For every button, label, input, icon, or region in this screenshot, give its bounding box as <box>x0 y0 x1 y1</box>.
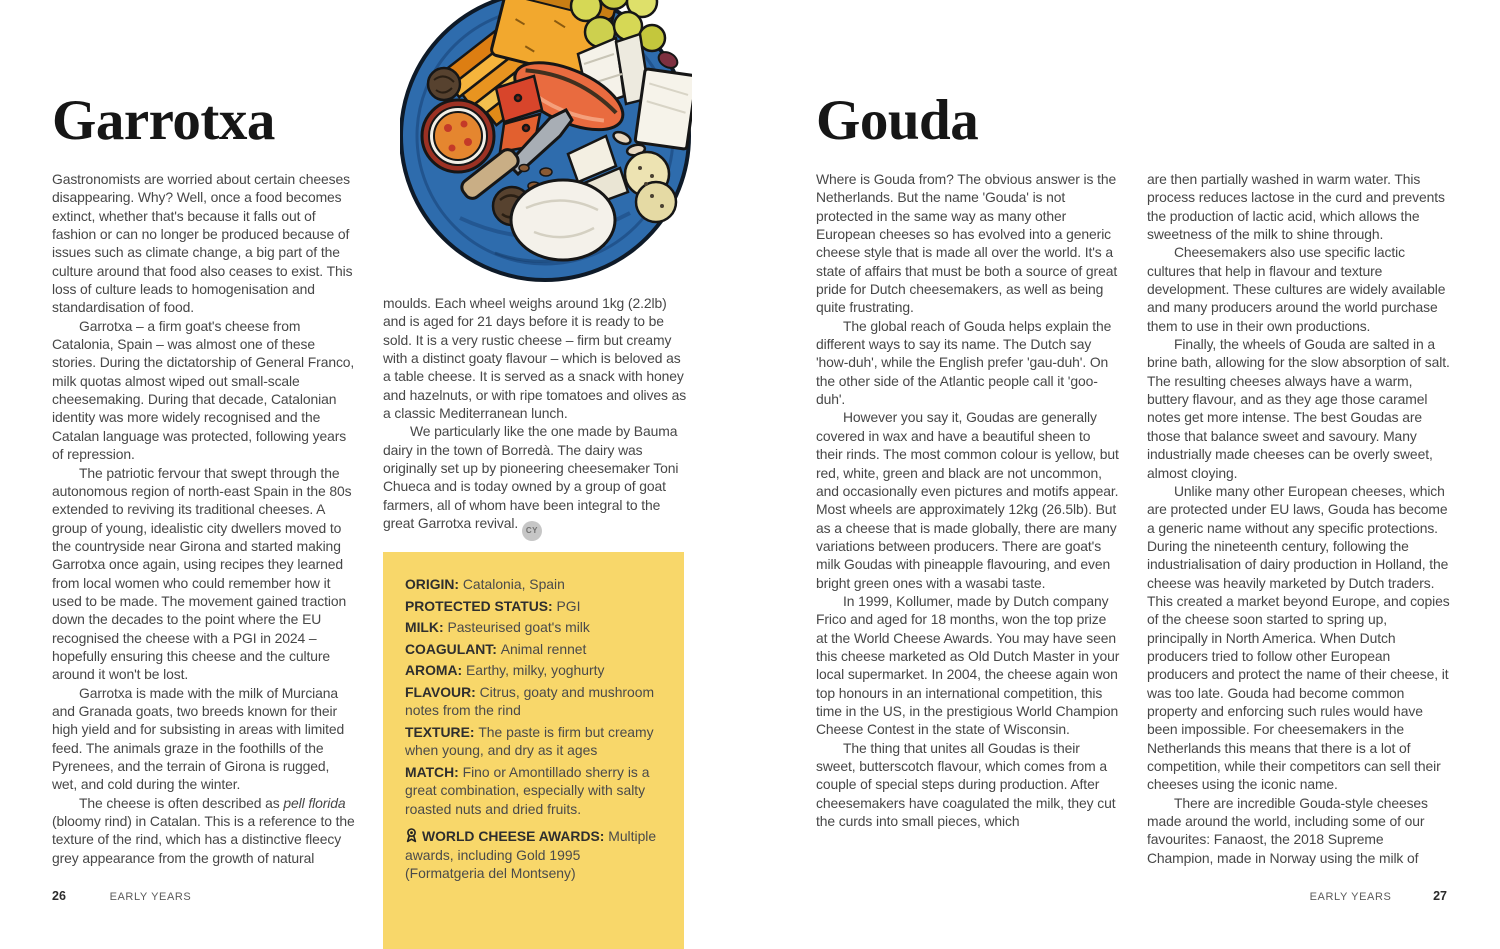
page-title-garrotxa: Garrotxa <box>52 89 275 153</box>
paragraph: We particularly like the one made by Bauma dairy in the town of Borredà. The dairy was originally set up by pioneering cheesemaker Toni Chueca and is today owned by a group of goat farmers, all of whom have been integral to the great Garrotxa revival. CY <box>383 422 687 541</box>
paragraph: Gastronomists are worried about certain cheeses disappearing. Why? Well, once a food becomes extinct, whether that's because it falls out of fashion or can no longer be produced because of issues such as climate change, a big part of the culture around that food also ceases to exist. This loss of culture leads to homogenisation and standardisation of food. <box>52 171 353 316</box>
paragraph: Garrotxa is made with the milk of Murciana and Granada goats, two breeds known for their high yield and for subsisting in areas with limited feed. The animals graze in the foothills of the Pyrenees, and the terrain of Girona is rugged, wet, and cold during the winter. <box>52 684 345 793</box>
section-label: EARLY YEARS <box>109 891 192 903</box>
paragraph: Garrotxa – a firm goat's cheese from Catalonia, Spain – was almost one of these stories. During the dictatorship of General Franco, milk quotas almost wiped out small-scale cheesemaking. During that decade, Catalonian identity was more widely recognised and the Catalan language was protected, following years of repression. <box>52 317 355 463</box>
right-page-footer <box>1310 889 1447 903</box>
page-title-gouda: Gouda <box>816 89 979 153</box>
paragraph: moulds. Each wheel weighs around 1kg (2.2lb) and is aged for 21 days before it is ready to be sold. It is a very rustic cheese – firm but creamy with a distinct goaty flavour – which is beloved as a table cheese. It is served as a snack with honey and hazelnuts, or with ripe tomatoes and olives as a classic Mediterranean lunch. <box>383 295 687 422</box>
gouda-column-2 <box>1147 170 1451 867</box>
paragraph: The patriotic fervour that swept through the autonomous region of north-east Spain in the 80s extended to reviving its traditional cheeses. A group of young, idealistic city dwellers moved to the countryside near Girona and started making Garrotxa once again, using recipes they learned from local women who could remember how it used to be made. The movement gained traction down the decades to the point where the EU recognised the cheese with a PGI in 2024 – hopefully ensuring this cheese and the culture around it won't be lost. <box>52 464 352 683</box>
paragraph: However you say it, Goudas are generally covered in wax and have a beautiful sheen to their rinds. The most common colour is yellow, but red, white, green and black are not uncommon, and occasionally even pictures and motifs appear. Most wheels are approximately 12kg (26.5lb). But as a cheese that is made globally, there are many variations between producers. There are goat's milk Goudas with pineapple flavouring, and even bright green ones with a wasabi taste. <box>816 409 1119 591</box>
paragraph: The thing that unites all Goudas is their sweet, butterscotch flavour, which comes from a couple of special steps during production. After cheesemakers have coagulated the milk, they cut the curds into small pieces, which <box>816 739 1116 830</box>
paragraph: The global reach of Gouda helps explain the different ways to say its name. The Dutch say 'how-duh', while the English prefer 'gau-duh'. On the other side of the Atlantic people call it 'goo-duh'. <box>816 317 1112 408</box>
page-number: 27 <box>1433 889 1447 903</box>
fact-entry: MATCH: Fino or Amontillado sherry is a great combination, especially with salty roasted nuts and dried fruits. <box>405 763 650 817</box>
paragraph: Finally, the wheels of Gouda are salted in a brine bath, allowing for the slow absorption of salt. The resulting cheeses always have a warm, buttery flavour, and as they age those caramel notes get more intense. The best Goudas are those that balance sweet and savoury. Many industrially made cheeses can be overly sweet, almost cloying. <box>1147 336 1450 481</box>
paragraph: In 1999, Kollumer, made by Dutch company Frico and aged for 18 months, won the top prize at the World Cheese Awards. You may have seen this cheese marketed as Old Dutch Master in your local supermarket. In 2004, the cheese again won top honours in an international competition, this time in the US, in the prestigious World Champion Cheese Contest in the state of Wisconsin. <box>816 592 1120 738</box>
fact-entry: AROMA: Earthy, milky, yoghurty <box>405 662 605 678</box>
author-initials-badge: CY <box>522 521 542 541</box>
medal-icon <box>405 828 418 843</box>
fact-entry: FLAVOUR: Citrus, goaty and mushroom notes from the rind <box>405 683 655 718</box>
cheese-plate-illustration <box>400 0 692 300</box>
fact-entry: PROTECTED STATUS: PGI <box>405 597 581 614</box>
fact-box-entries <box>405 575 662 818</box>
award-label: WORLD CHEESE AWARDS: <box>422 828 605 844</box>
fact-entry: ORIGIN: Catalonia, Spain <box>405 576 565 592</box>
garrotxa-column-1 <box>52 170 356 867</box>
award-entry <box>405 827 662 883</box>
paragraph: are then partially washed in warm water. This process reduces lactose in the curd and prevents the production of lactic acid, which allows the sweetness of the milk to shine through. <box>1147 171 1445 243</box>
fact-entry: TEXTURE: The paste is firm but creamy when young, and dry as it ages <box>405 723 654 758</box>
paragraph: There are incredible Gouda-style cheeses made around the world, including some of our favourites: Fanaost, the 2018 Supreme Champion, made in Norway using the milk of <box>1147 794 1428 866</box>
page-number: 26 <box>52 889 66 903</box>
garrotxa-column-2 <box>383 294 687 541</box>
left-page-footer <box>52 889 191 903</box>
award-value: Multiple awards, including Gold 1995 (Formatgeria del Montseny) <box>405 828 657 881</box>
fact-entry: MILK: Pasteurised goat's milk <box>405 619 590 635</box>
paragraph: Unlike many other European cheeses, which are protected under EU laws, Gouda has become a generic name without any specific protections. During the nineteenth century, following the industrialisation of dairy production in Holland, the cheese was heavily marketed by Dutch traders. This created a market beyond Europe, and copies of the cheese soon started to spring up, principally in North America. When Dutch producers tried to follow other European producers and protect the name of their cheese, it was too late. Gouda had become common property and enforcing such rules would have been impossible. For cheesemakers in the Netherlands this means that there is a lot of competition, while their competitors can sell their cheeses using the iconic name. <box>1147 482 1450 793</box>
paragraph: The cheese is often described as pell florida (bloomy rind) in Catalan. This is a reference to the texture of the rind, which has a distinctive fleecy grey appearance from the growth of natural <box>52 794 355 866</box>
fact-entry: COAGULANT: Animal rennet <box>405 640 587 657</box>
paragraph: Cheesemakers also use specific lactic cultures that help in flavour and texture development. These cultures are widely available and many producers around the world purchase them to use in their own productions. <box>1147 244 1446 334</box>
section-label: EARLY YEARS <box>1309 891 1392 903</box>
gouda-column-1 <box>816 170 1120 830</box>
paragraph: Where is Gouda from? The obvious answer is the Netherlands. But the name 'Gouda' is not protected in the same way as many other European cheeses so has evolved into a generic cheese style that is made all over the world. It's a state of affairs that must be both a source of great pride for Dutch cheesemakers, as well as being quite frustrating. <box>816 171 1118 316</box>
cheese-fact-box <box>383 552 684 949</box>
